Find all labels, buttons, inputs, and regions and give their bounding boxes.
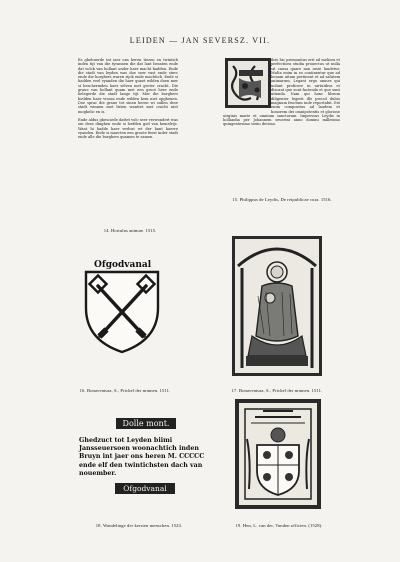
caption-19: 19. Hen, L. van der, Vanden officien. (1528).	[235, 523, 323, 528]
text-excerpt-14	[78, 58, 178, 200]
coat-of-arms-icon	[235, 399, 321, 509]
caption-14: 14. Hortulus animae. 1515.	[103, 228, 157, 233]
text-excerpt-14-body-2: Ende aldus ghesciede dattet volc seer verwondert was om dese dinghen ende si loefden god van hemelrijc. Want hi hadde haer verlost wt der hant haerre vyanden. Ende si maecten een groote feest inder stadt ende alle die borghers quamen te samen.	[78, 118, 178, 140]
text-excerpt-14-body: Es ghebuerde int iaer ons heren tiezen en twintich inden tijt van die tyrannen die dat lant besaten ende dat volck van hollant onder haer macht hadden. Ende die stadt van leyden was doe seer vast ende sterc ende die borghers waren rijck ende machtich. Ende si hadden veel vyanden die haer quaet wilden doen mer si beschermden haer selven met groter cracht. Die graue van hollant quam met een groot here ende belegerde die stadt lange tijt. Mer die borghers hielden haer vroom ende wilden hem niet opgheuen. Doe sprac die graue tot sinen heren wi sullen dese stadt winnen met listen wanttet met cracht niet moghelic en is.	[78, 58, 178, 114]
illuminated-page-15	[223, 58, 340, 191]
text-excerpt-15-body: ibro hic premonitus erit ad meliora et perfectiora studia prouectus ut nulla sit causa quare non iuste laudetur. Multa enim in eo continentur que ad bonam uitam pertinent et ad salutem animarum. Legant ergo omnes qui uolunt proficere in uirtutibus et discant que sunt facienda et que sunt uitanda. Nam qui hunc librum diligenter legerit ille procul dubio magnum fructum inde reportabit. Est enim compositus ad laudem et honorem dei omnipotentis et gloriose uirginis marie et omnium sanctorum. Impressus Leydis in hollandia per Johannem seuerini anno domini millesimo quingentesimo sexto decimo.	[223, 58, 340, 127]
banner-text: Ofgodvanal	[94, 260, 152, 270]
caption-18: 18. Wandelinge der kersten menschen. 1523.	[95, 523, 183, 528]
caption-17: 17. Bonaventura, S., Prickel der minnen. 1511.	[231, 388, 323, 393]
woodcut-madonna-icon	[232, 236, 322, 376]
blackletter-text-18: Ghedzuct tot Leyden biimi Jansseuersoen woonachtich inden Bruyn int jaer ons heren M. CCCCC ende elf den twintichsten dach van nouember.	[79, 437, 205, 477]
blackletter-title-2: Ofgodvanal	[115, 483, 175, 494]
banner-14	[94, 252, 152, 270]
crossed-keys-shield-icon	[84, 270, 160, 354]
caption-16: 16. Bonaventura, S., Prickel der minnen. 1511.	[79, 388, 171, 393]
text-excerpt-15	[223, 58, 340, 191]
blackletter-title-1: Dolle mont.	[116, 418, 176, 429]
caption-15: 15. Philippus de Leydis, De reipublicae cura. 1516.	[232, 197, 332, 202]
page-header: LEIDEN — JAN SEVERSZ. VII.	[129, 36, 271, 45]
